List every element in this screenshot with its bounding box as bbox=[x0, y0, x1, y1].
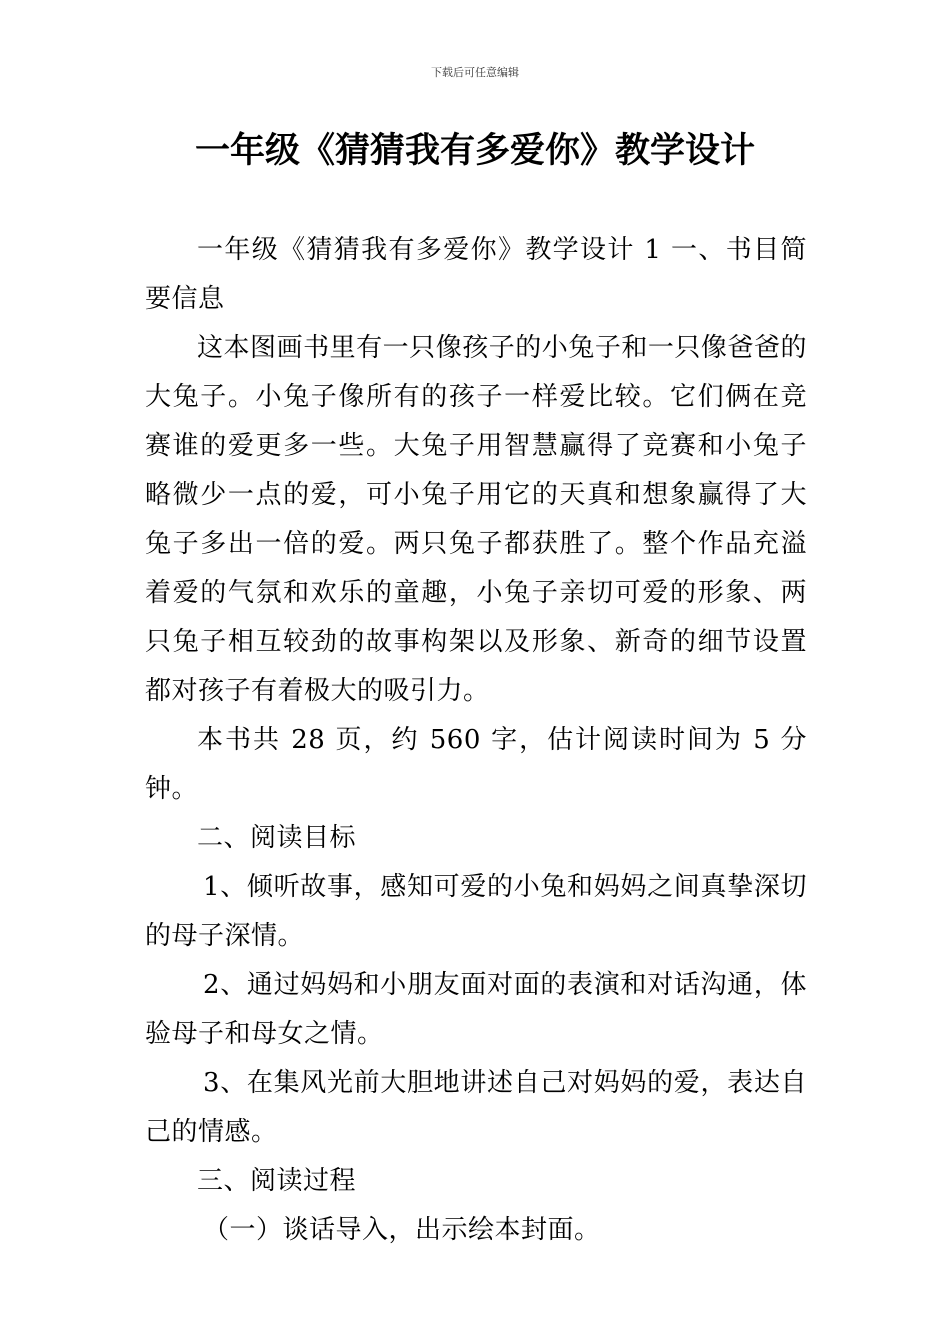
header-note: 下载后可任意编辑 bbox=[431, 66, 519, 79]
heading-reading-goals: 二、阅读目标 bbox=[197, 823, 357, 853]
goal-item-2: 2、通过妈妈和小朋友面对面的表演和对话沟通，体验母子和母女之情。 bbox=[145, 970, 807, 1049]
paragraph-book-summary: 这本图画书里有一只像孩子的小兔子和一只像爸爸的大兔子。小兔子像所有的孩子一样爱比较。它们俩在竞赛谁的爱更多一些。大兔子用智慧赢得了竞赛和小兔子略微少一点的爱，可小兔子用它的天真和想象赢得了大兔子多出一倍的爱。两只兔子都获胜了。整个作品充溢着爱的气氛和欢乐的童趣，小兔子亲切可爱的形象、两只兔子相互较劲的故事构架以及形象、新奇的细节设置都对孩子有着极大的吸引力。 bbox=[145, 333, 807, 706]
goal-item-1: 1、倾听故事，感知可爱的小兔和妈妈之间真挚深切的母子深情。 bbox=[145, 872, 807, 951]
paragraph-book-info: 一年级《猜猜我有多爱你》教学设计 1 一、书目简要信息 bbox=[145, 235, 807, 314]
heading-reading-process: 三、阅读过程 bbox=[197, 1166, 357, 1196]
document-title: 一年级《猜猜我有多爱你》教学设计 bbox=[194, 131, 755, 171]
goal-item-3: 3、在集风光前大胆地讲述自己对妈妈的爱，表达自己的情感。 bbox=[145, 1068, 807, 1147]
paragraph-book-stats: 本书共 28 页，约 560 字，估计阅读时间为 5 分钟。 bbox=[145, 725, 807, 804]
document-body bbox=[145, 226, 807, 1255]
process-step-1: （一）谈话导入，出示绘本封面。 bbox=[203, 1215, 601, 1245]
